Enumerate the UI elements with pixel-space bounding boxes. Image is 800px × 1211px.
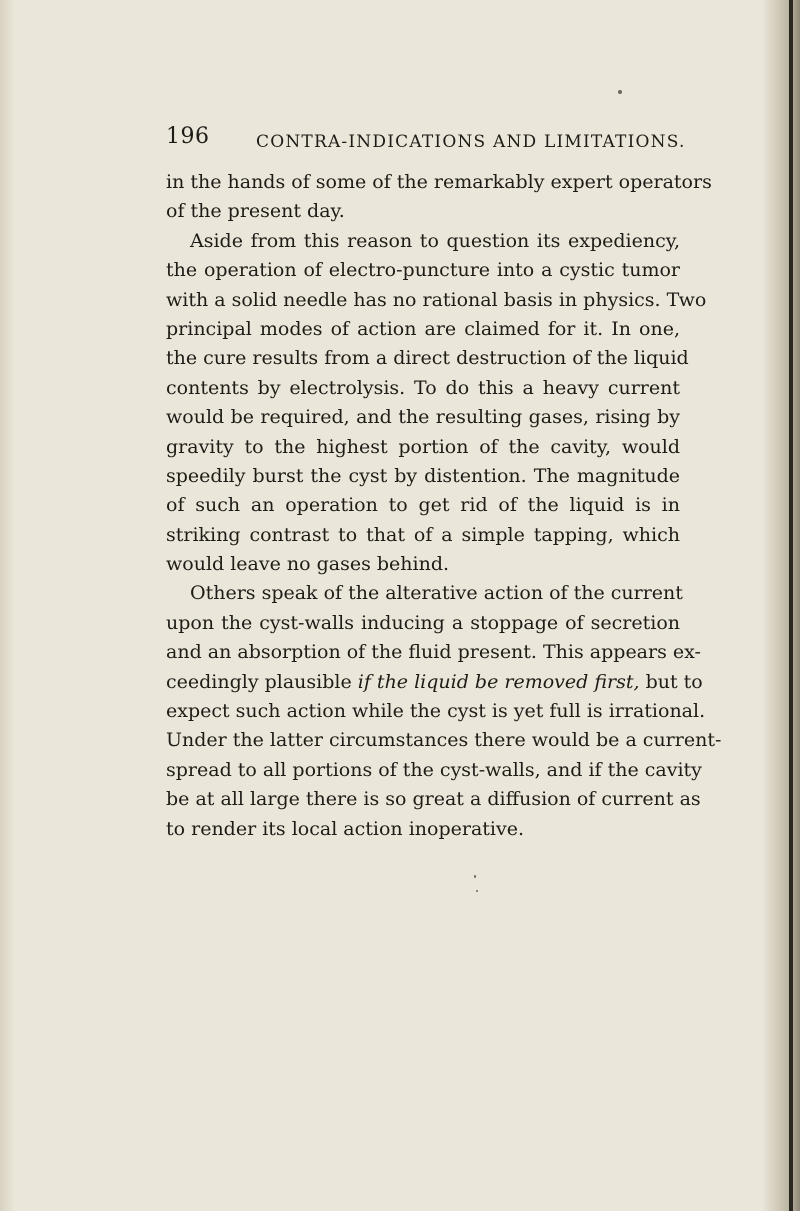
page-gutter-shadow [762,0,800,1211]
text-line: striking contrast to that of a simple tapping, which [166,523,680,546]
italic-phrase: if the liquid be removed first, [357,670,640,693]
text-line: spread to all portions of the cyst-walls, and if the cavity [166,758,702,781]
text-line: and an absorption of the fluid present. This appears ex- [166,641,701,664]
paper-speck [474,875,476,878]
text-line: gravity to the highest portion of the cavity, would [166,435,680,458]
text-line: with a solid needle has no rational basis in physics. Two [166,288,707,311]
text-line: contents by electrolysis. To do this a heavy current [166,376,680,399]
running-head: CONTRA-INDICATIONS AND LIMITATIONS. [256,132,686,152]
text-line: Aside from this reason to question its expediency, [190,229,680,252]
text-line: upon the cyst-walls inducing a stoppage of secretion [166,611,680,634]
text-line: the operation of electro-puncture into a cystic tumor [166,259,680,282]
text-line: Others speak of the alterative action of the current [190,582,683,605]
text-segment: ceedingly plausible [166,670,352,693]
text-line-with-italic [166,668,703,697]
page-number: 196 [166,124,210,149]
paper-speck [618,90,622,94]
text-line: in the hands of some of the remarkably expert operators [166,171,712,193]
text-line: of the present day. [166,200,345,223]
text-line: would leave no gases behind. [166,553,450,576]
page-left-edge [0,0,14,1211]
page-binding-edge [789,0,793,1211]
text-line: of such an operation to get rid of the liquid is in [166,494,680,517]
text-line: be at all large there is so great a diffusion of current as [166,788,701,811]
text-line: principal modes of action are claimed for it. In one, [166,317,680,340]
text-line: Under the latter circumstances there would be a current- [166,729,722,752]
text-line: to render its local action inoperative. [166,817,525,840]
text-line: the cure results from a direct destruction of the liquid [166,347,689,370]
text-segment: but to [645,670,703,693]
paper-speck [476,890,478,892]
text-line: speedily burst the cyst by distention. The magnitude [166,464,680,487]
text-line: would be required, and the resulting gases, rising by [166,406,680,429]
page-body [166,168,722,844]
text-line: expect such action while the cyst is yet full is irrational. [166,700,706,723]
page-header [166,124,686,164]
